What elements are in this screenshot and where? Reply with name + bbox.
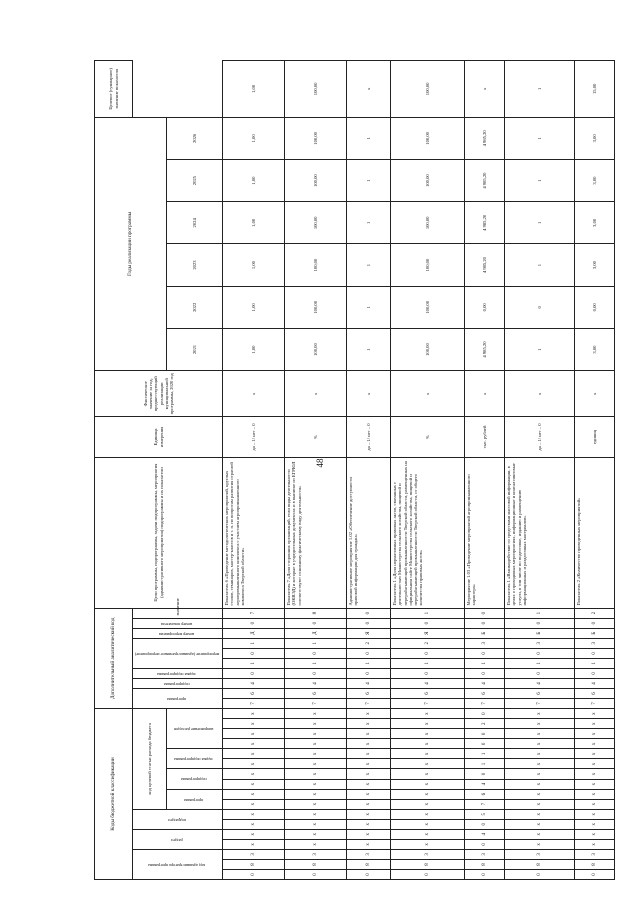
extra-codes-header: Дополнительный аналитический код — [95, 608, 133, 709]
code-cell: х — [575, 819, 615, 829]
code-cell: 8 — [465, 859, 505, 869]
code-cell: 3 — [391, 849, 465, 859]
year-header: 2021 — [167, 328, 223, 370]
code-cell: х — [347, 719, 391, 729]
code-cell: х — [575, 839, 615, 849]
code-cell: х — [391, 709, 465, 719]
code-cell: 0 — [465, 869, 505, 879]
code-cell: х — [347, 739, 391, 749]
code-cell: 1 — [465, 749, 505, 759]
code-cell: 5 — [465, 809, 505, 819]
code-cell: 1 — [285, 658, 347, 668]
year-value-cell: 100,00 — [391, 328, 465, 370]
target-sub-header: значение — [133, 608, 223, 618]
code-cell: х — [285, 829, 347, 839]
table-row — [223, 61, 285, 880]
code-cell: х — [347, 729, 391, 739]
code-cell: 8 — [575, 859, 615, 869]
code-cell: х — [347, 799, 391, 809]
year-value-cell: 1 — [505, 202, 575, 244]
code-cell: х — [223, 819, 285, 829]
program-header: программа — [167, 789, 223, 809]
code-cell: х — [347, 759, 391, 769]
code-cell: х — [575, 809, 615, 819]
indicator-name-cell: Показатель 7 «Доля сторонних организаций, если виды деятельности (ОКВЭД) и которые в учредительных документах и в выписке из ЕГРЮЛ соответствуют основному фактическому виду деятельности» — [285, 457, 347, 608]
indicator-name-cell: Показатель 1 «Доля нормативных правовых актов, связанных с деятельностью Министерства сельского хозяйства, пищевой и перерабатывающей промышленности Тверской области, размещенных на официальном сайте Министерства сельского хозяйства, пищевой и перерабатывающей промышленности Тверской области, от общего количества правовых актов» — [391, 457, 465, 608]
code-cell: х — [575, 739, 615, 749]
target-value-cell: 15,00 — [575, 61, 615, 118]
year-value-cell: 4 985,20 — [465, 244, 505, 286]
target-value-cell: х — [465, 61, 505, 118]
year-value-cell: 100,00 — [285, 159, 347, 201]
code-cell: х — [505, 759, 575, 769]
code-cell: х — [223, 739, 285, 749]
year-value-cell: 0 — [505, 286, 575, 328]
code-cell: х — [285, 789, 347, 799]
program-indicators-table — [94, 60, 615, 880]
code-cell: 0 — [347, 618, 391, 628]
code-cell: 0 — [223, 869, 285, 879]
code-cell: 4 — [223, 678, 285, 688]
code-cell: х — [575, 719, 615, 729]
table-row — [285, 61, 347, 880]
code-cell: х — [285, 749, 347, 759]
direction-header: направление расходов — [167, 709, 223, 749]
code-cell: 0 — [575, 618, 615, 628]
code-cell: х — [223, 779, 285, 789]
year-value-cell: 1 — [347, 159, 391, 201]
code-cell: х — [505, 829, 575, 839]
year-value-cell: 1 — [347, 244, 391, 286]
code-cell: 3 — [347, 849, 391, 859]
code-cell: х — [347, 809, 391, 819]
code-cell: 0 — [391, 668, 465, 678]
year-value-cell: 0,00 — [575, 286, 615, 328]
code-cell: 4 — [391, 678, 465, 688]
add-measure-no-header: номер мероприятия — [133, 628, 223, 638]
code-cell: 1 — [465, 759, 505, 769]
code-cell: х — [391, 769, 465, 779]
code-cell: 0 — [347, 608, 391, 618]
target-value-cell: х — [347, 61, 391, 118]
code-cell: 7 — [505, 699, 575, 709]
code-cell: Д — [223, 628, 285, 638]
fact-cell: х — [505, 371, 575, 417]
code-cell: х — [223, 729, 285, 739]
task-header: задача подпрограммы — [167, 749, 223, 769]
code-cell: 0 — [465, 608, 505, 618]
code-cell: х — [391, 749, 465, 759]
target-value-cell: 1 — [505, 61, 575, 118]
code-cell: х — [391, 779, 465, 789]
indicator-name-cell: Показатель 1 «Взаимодействие со средствами массовой информации, в целях о проводимых мероприятиях, информационные и консалтинговые услуги, в том числе по подготовке, изданию и размещению информационных и раздаточных материалов» — [505, 457, 575, 608]
code-cell: 0 — [465, 618, 505, 628]
code-cell: 7 — [575, 699, 615, 709]
year-value-cell: 100,00 — [391, 117, 465, 159]
code-cell: 8 — [223, 859, 285, 869]
code-cell: х — [505, 719, 575, 729]
code-cell: х — [285, 839, 347, 849]
year-value-cell: 4 985,20 — [465, 202, 505, 244]
year-value-cell: 1,00 — [223, 202, 285, 244]
code-cell: х — [575, 789, 615, 799]
code-cell: 8 — [285, 859, 347, 869]
code-cell: 6 — [465, 688, 505, 698]
podrazdel-header: подраздел — [133, 809, 223, 829]
code-cell: 7 — [347, 699, 391, 709]
year-value-cell: 3,00 — [575, 244, 615, 286]
code-cell: х — [285, 739, 347, 749]
code-cell: х — [575, 759, 615, 769]
subprogram-header: подпрограмма — [167, 769, 223, 789]
code-cell: 4 — [575, 678, 615, 688]
code-cell: 0 — [223, 648, 285, 658]
code-cell: х — [285, 769, 347, 779]
year-header: 2022 — [167, 286, 223, 328]
code-cell: 4 — [505, 678, 575, 688]
code-cell: 0 — [505, 648, 575, 658]
year-value-cell: 1,00 — [223, 117, 285, 159]
add-task-header: задача подпрограммы — [133, 668, 223, 678]
year-header: 2025 — [167, 159, 223, 201]
year-value-cell: 100,00 — [391, 244, 465, 286]
code-cell: 1 — [505, 658, 575, 668]
target-value-cell: 1,00 — [223, 61, 285, 118]
code-cell: 0 — [575, 668, 615, 678]
goals-header: Цели программы, подпрограммы, задачи подпрограммы, мероприятия (административного мероприятия) подпрограммы и их показатели — [95, 457, 223, 608]
code-cell: 2 — [391, 638, 465, 648]
fact-cell: х — [347, 371, 391, 417]
code-cell: 1 — [505, 608, 575, 618]
year-value-cell: 3,00 — [575, 328, 615, 370]
code-cell: 6 — [505, 688, 575, 698]
year-value-cell: 1 — [347, 202, 391, 244]
indicator-name-cell: Мероприятие 1.03 «Проведение мероприятий агропромышленного характера» — [465, 457, 505, 608]
code-cell: 0 — [505, 618, 575, 628]
code-cell: 0 — [391, 618, 465, 628]
code-cell: х — [223, 789, 285, 799]
code-cell: х — [391, 809, 465, 819]
code-cell: х — [505, 789, 575, 799]
code-cell: 6 — [575, 688, 615, 698]
code-cell: х — [223, 759, 285, 769]
code-cell: х — [223, 839, 285, 849]
code-cell: х — [575, 749, 615, 759]
code-cell: х — [575, 799, 615, 809]
year-header: 2024 — [167, 202, 223, 244]
code-cell: 7 — [465, 699, 505, 709]
code-cell: Я — [391, 628, 465, 638]
code-cell: х — [223, 749, 285, 759]
target-value-cell: 100,00 — [285, 61, 347, 118]
code-cell: 7 — [223, 699, 285, 709]
code-cell: х — [347, 839, 391, 849]
code-cell: 2 — [575, 608, 615, 618]
target-header: Целевое (суммарное) значение показателя — [95, 61, 133, 118]
year-value-cell: 1 — [505, 117, 575, 159]
year-value-cell: 1 — [505, 159, 575, 201]
year-value-cell: 100,00 — [391, 159, 465, 201]
code-cell: х — [391, 829, 465, 839]
fact-cell: х — [391, 371, 465, 417]
code-cell: х — [575, 729, 615, 739]
code-cell: х — [285, 729, 347, 739]
code-cell: 6 — [347, 688, 391, 698]
code-cell: х — [285, 759, 347, 769]
code-cell: х — [505, 729, 575, 739]
code-cell: 0 — [391, 648, 465, 658]
code-cell: х — [347, 749, 391, 759]
code-cell: х — [505, 709, 575, 719]
code-cell: 3 — [285, 849, 347, 859]
indicator-name-cell: Показатель 6 «Проведение методологических мероприятий, круглых столов, семинаров, мастер-классов и т. п. по вопросам развития отраслей агропромышленного комплекса с участием агропромышленного комплекса Тверской области» — [223, 457, 285, 608]
code-cell: 0 — [505, 668, 575, 678]
code-cell: 6 — [223, 688, 285, 698]
fact-cell: х — [465, 371, 505, 417]
code-cell: 0 — [223, 668, 285, 678]
unit-header: Единица измерения — [95, 417, 223, 457]
code-cell: 0 — [223, 618, 285, 628]
code-cell: 8 — [347, 859, 391, 869]
code-cell: х — [223, 809, 285, 819]
code-cell: Я — [347, 628, 391, 638]
code-cell: х — [223, 799, 285, 809]
code-cell: х — [575, 779, 615, 789]
code-cell: х — [223, 769, 285, 779]
code-cell: 0 — [465, 729, 505, 739]
unit-cell: да – 1/ нет – 0 — [347, 417, 391, 457]
fact-cell: х — [285, 371, 347, 417]
code-cell: х — [505, 779, 575, 789]
razdel-header: раздел — [133, 829, 223, 849]
code-cell: х — [505, 739, 575, 749]
code-cell: 1 — [465, 658, 505, 668]
year-value-cell: 0,00 — [465, 286, 505, 328]
year-value-cell: 100,00 — [285, 202, 347, 244]
year-value-cell: 1 — [347, 117, 391, 159]
code-cell: 0 — [391, 869, 465, 879]
year-value-cell: 4 985,20 — [465, 159, 505, 201]
year-value-cell: 1,00 — [223, 159, 285, 201]
code-cell: 7 — [465, 799, 505, 809]
code-cell: 0 — [347, 668, 391, 678]
year-value-cell: 1 — [505, 244, 575, 286]
code-cell: 3 — [505, 849, 575, 859]
code-cell: х — [391, 819, 465, 829]
year-value-cell: 100,00 — [391, 202, 465, 244]
year-value-cell: 100,00 — [391, 286, 465, 328]
page-number: 48 — [315, 458, 325, 468]
table-row — [347, 61, 391, 880]
code-cell: 3 — [465, 849, 505, 859]
year-value-cell: 100,00 — [285, 286, 347, 328]
code-cell: х — [347, 769, 391, 779]
code-cell: 7 — [391, 699, 465, 709]
code-cell: 4 — [347, 678, 391, 688]
code-cell: 1 — [223, 638, 285, 648]
code-cell: 1 — [391, 608, 465, 618]
code-cell: Б — [465, 628, 505, 638]
code-cell: 0 — [465, 839, 505, 849]
code-cell: Б — [575, 628, 615, 638]
code-cell: 1 — [575, 658, 615, 668]
rotated-sheet — [94, 60, 614, 880]
code-cell: 1 — [347, 658, 391, 668]
add-measure-header: мероприятие (административное мероприятие) — [133, 638, 223, 668]
unit-cell: % — [285, 417, 347, 457]
table-row — [465, 61, 505, 880]
code-cell: х — [347, 779, 391, 789]
code-cell: х — [223, 719, 285, 729]
code-cell: 3 — [575, 638, 615, 648]
fact-cell: х — [575, 371, 615, 417]
unit-cell: единиц — [575, 417, 615, 457]
code-cell: 0 — [285, 648, 347, 658]
fact-year-header: Фактическое значение за год, предшествующий реализации муниципальной программы, 2020 год — [95, 371, 223, 417]
code-cell: Б — [505, 628, 575, 638]
code-cell: 4 — [465, 779, 505, 789]
code-cell: х — [575, 709, 615, 719]
code-cell: х — [285, 799, 347, 809]
code-cell: Д — [285, 628, 347, 638]
code-cell: х — [505, 839, 575, 849]
code-cell: 3 — [465, 638, 505, 648]
code-cell: 6 — [391, 688, 465, 698]
admin-header: код администратора программы — [133, 849, 223, 879]
rotated-table-wrapper — [94, 60, 614, 880]
budget-codes-header: Коды бюджетной классификации — [95, 709, 133, 880]
code-cell: 1 — [285, 638, 347, 648]
year-value-cell: 4 985,20 — [465, 117, 505, 159]
code-cell: х — [391, 739, 465, 749]
expense-type-header: код целевой статьи расхода бюджета — [133, 709, 167, 810]
indicator-name-cell: Показатель 2 «Количество проведенных мероприятий» — [575, 457, 615, 608]
code-cell: 6 — [465, 789, 505, 799]
code-cell: 1 — [223, 658, 285, 668]
table-row — [391, 61, 465, 880]
year-value-cell: 1 — [347, 328, 391, 370]
code-cell: 4 — [465, 678, 505, 688]
code-cell: х — [347, 829, 391, 839]
code-cell: х — [391, 839, 465, 849]
code-cell: 0 — [347, 869, 391, 879]
code-cell: х — [347, 789, 391, 799]
code-cell: 0 — [465, 709, 505, 719]
code-cell: 7 — [285, 699, 347, 709]
year-value-cell: 3,00 — [575, 202, 615, 244]
code-cell: 0 — [505, 869, 575, 879]
code-cell: х — [223, 709, 285, 719]
code-cell: х — [285, 709, 347, 719]
year-value-cell: 4 985,20 — [465, 328, 505, 370]
code-cell: х — [391, 759, 465, 769]
code-cell: 0 — [285, 618, 347, 628]
code-cell: 0 — [465, 668, 505, 678]
unit-cell: да – 1/ нет – 0 — [505, 417, 575, 457]
code-cell: 0 — [285, 869, 347, 879]
year-value-cell: 1,00 — [223, 286, 285, 328]
years-header: Годы реализации программы — [95, 117, 167, 370]
code-cell: 8 — [391, 859, 465, 869]
code-cell: 0 — [575, 869, 615, 879]
code-cell: 4 — [465, 829, 505, 839]
code-cell: х — [505, 809, 575, 819]
code-cell: 6 — [285, 688, 347, 698]
code-cell: х — [391, 719, 465, 729]
year-value-cell: 1,00 — [223, 244, 285, 286]
code-cell: х — [505, 799, 575, 809]
add-program-header: программа — [133, 688, 223, 708]
code-cell: 8 — [505, 859, 575, 869]
year-value-cell: 1 — [505, 328, 575, 370]
year-value-cell: 1 — [347, 286, 391, 328]
code-cell: х — [391, 799, 465, 809]
year-header: 2023 — [167, 244, 223, 286]
add-subprogram-header: подпрограмма — [133, 678, 223, 688]
code-cell: х — [285, 809, 347, 819]
indicator-name-cell: Административное мероприятие 1.02 «Обеспечение доступности правовой информации для граждан» — [347, 457, 391, 608]
code-cell: 3 — [223, 849, 285, 859]
year-header: 2026 — [167, 117, 223, 159]
code-cell: х — [285, 819, 347, 829]
code-cell: х — [575, 829, 615, 839]
year-value-cell: 3,00 — [575, 159, 615, 201]
code-cell: х — [505, 749, 575, 759]
code-cell: х — [391, 789, 465, 799]
unit-cell: тыс. рублей — [465, 417, 505, 457]
year-value-cell: 100,00 — [285, 328, 347, 370]
code-cell: 2 — [465, 719, 505, 729]
unit-cell: % — [391, 417, 465, 457]
code-cell: 0 — [285, 668, 347, 678]
code-cell: х — [285, 719, 347, 729]
table-row — [505, 61, 575, 880]
code-cell: х — [505, 819, 575, 829]
add-indicator-header: номер показателя — [133, 618, 223, 628]
year-value-cell: 100,00 — [285, 244, 347, 286]
target-value-cell: 100,00 — [391, 61, 465, 118]
code-cell: х — [347, 709, 391, 719]
code-cell: 0 — [465, 769, 505, 779]
year-value-cell: 1,00 — [223, 328, 285, 370]
code-cell: х — [505, 769, 575, 779]
year-value-cell: 3,00 — [575, 117, 615, 159]
code-cell: х — [285, 779, 347, 789]
year-value-cell: 100,00 — [285, 117, 347, 159]
table-row — [575, 61, 615, 880]
code-cell: 0 — [347, 648, 391, 658]
code-cell: 4 — [285, 678, 347, 688]
fact-cell: х — [223, 371, 285, 417]
code-cell: х — [347, 819, 391, 829]
code-cell: 2 — [347, 638, 391, 648]
code-cell: 1 — [391, 658, 465, 668]
code-cell: 3 — [575, 849, 615, 859]
code-cell: 0 — [575, 648, 615, 658]
code-cell: 0 — [465, 648, 505, 658]
code-cell: 0 — [465, 819, 505, 829]
code-cell: 8 — [285, 608, 347, 618]
unit-cell: да – 1/ нет – 0 — [223, 417, 285, 457]
code-cell: 0 — [465, 739, 505, 749]
code-cell: х — [223, 829, 285, 839]
code-cell: 3 — [505, 638, 575, 648]
code-cell: х — [575, 769, 615, 779]
code-cell: 7 — [223, 608, 285, 618]
code-cell: х — [391, 729, 465, 739]
